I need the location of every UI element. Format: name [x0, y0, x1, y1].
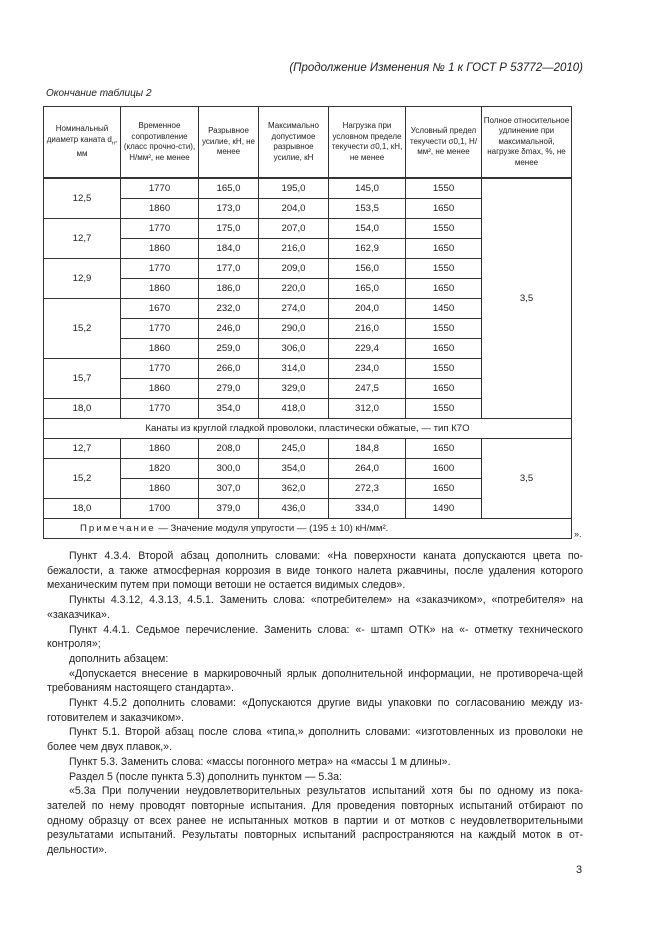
table-cell: 1550 [406, 178, 482, 199]
diameter-cell: 18,0 [44, 399, 121, 419]
table-cell: 216,0 [329, 319, 406, 339]
table-cell: 1770 [121, 219, 199, 239]
table-cell: 1650 [406, 479, 482, 499]
page-flow [0, 106, 661, 876]
table-cell: 300,0 [199, 459, 259, 479]
subscript: н [111, 140, 115, 147]
table-row [44, 178, 572, 199]
table-cell: 354,0 [259, 459, 329, 479]
table-cell: 175,0 [199, 219, 259, 239]
table-cell: 204,0 [329, 299, 406, 319]
table-cell: 1550 [406, 359, 482, 379]
table-cell: 436,0 [259, 499, 329, 519]
note-row [44, 519, 572, 539]
table-cell: 184,0 [199, 239, 259, 259]
table-cell: 216,0 [259, 239, 329, 259]
table-cell: 379,0 [199, 499, 259, 519]
table-cell: 209,0 [259, 259, 329, 279]
table-cell: 207,0 [259, 219, 329, 239]
table-cell: 1650 [406, 279, 482, 299]
table-cell: 247,5 [329, 379, 406, 399]
table-cell: 1650 [406, 199, 482, 219]
table-cell: 259,0 [199, 339, 259, 359]
header-row [44, 107, 572, 179]
table-cell: 1770 [121, 359, 199, 379]
table-cell: 290,0 [259, 319, 329, 339]
table-cell: 246,0 [199, 319, 259, 339]
table-cell: 165,0 [329, 279, 406, 299]
paragraph: Пункт 4.4.1. Седьмое перечисление. Заменить слова: «- штамп ОТК» на «- отметку технического контроля»; [47, 623, 583, 651]
table-wrapper [43, 106, 582, 539]
paragraph: Пункт 4.3.4. Второй абзац дополнить словами: «На поверхности каната допускаются цвета по-бежалости, а также атмосферная коррозия в виде тонкого налета ржавчины, после удаления которого механическим путем при помощи ветоши не остается видимых следов». [47, 550, 583, 592]
closing-quote: ». [574, 529, 582, 539]
column-header: Нагрузка при условном пределе текучести σ0,1, кН, не менее [329, 107, 406, 179]
running-header: (Продолжение Изменения № 1 к ГОСТ Р 53772—2010) [289, 62, 583, 74]
table-cell: 274,0 [259, 299, 329, 319]
table-cell: 329,0 [259, 379, 329, 399]
table-cell: 245,0 [259, 439, 329, 459]
page-number: 3 [576, 863, 583, 876]
note-label: Примечание [80, 523, 156, 534]
column-header: Номинальный диаметр каната $d_н$, мм [44, 107, 121, 179]
paragraph: Пункт 5.3. Заменить слова: «массы погонного метра» на «массы 1 м длины». [69, 755, 451, 768]
paragraph: Пункт 4.5.2 дополнить словами: «Допускаются другие виды упаковки по согласованию между из-готовителем и заказчиком». [47, 697, 583, 724]
table-cell: 306,0 [259, 339, 329, 359]
table-cell: 177,0 [199, 259, 259, 279]
paragraph: Пункт 5.1. Второй абзац после слова «типа,» дополнить словами: «изготовленных из проволоки не более чем двух плавок,». [47, 726, 583, 754]
table-cell: 195,0 [259, 178, 329, 199]
table-cell: 334,0 [329, 499, 406, 519]
paragraph: Пункты 4.3.12, 4.3.13, 4.5.1. Заменить слова: «потребителем» на «заказчиком», «потребителя» на «заказчика». [47, 594, 583, 621]
table-cell: 234,0 [329, 359, 406, 379]
table-cell: 232,0 [199, 299, 259, 319]
table-cell: 1550 [406, 259, 482, 279]
body-text [47, 549, 583, 858]
table-cell: 156,0 [329, 259, 406, 279]
table-cell: 314,0 [259, 359, 329, 379]
paragraph: дополнить абзацем: [69, 652, 169, 665]
table-cell: 1860 [121, 479, 199, 499]
table-cell: 418,0 [259, 399, 329, 419]
table-cell: 1770 [121, 399, 199, 419]
table-cell: 1650 [406, 439, 482, 459]
table-cell: 1770 [121, 259, 199, 279]
section-row [44, 419, 572, 439]
table-cell: 1770 [121, 178, 199, 199]
diameter-cell: 15,2 [44, 299, 121, 359]
table-cell: 264,0 [329, 459, 406, 479]
table-cell: 354,0 [199, 399, 259, 419]
paragraph: «Допускается внесение в маркировочный ярлык дополнительной информации, не противореча-щей требованиям настоящего стандарта». [47, 667, 583, 695]
table-cell: 1650 [406, 339, 482, 359]
table-cell: 362,0 [259, 479, 329, 499]
table-cell: 153,5 [329, 199, 406, 219]
table-cell: 1860 [121, 339, 199, 359]
data-table [43, 106, 572, 539]
table-cell: 220,0 [259, 279, 329, 299]
table-caption: Окончание таблицы 2 [46, 88, 152, 99]
table-note [44, 519, 572, 539]
paragraph: Раздел 5 (после пункта 5.3) дополнить пунктом — 5.3а: [69, 770, 342, 783]
table-cell: 266,0 [199, 359, 259, 379]
table-cell: 173,0 [199, 199, 259, 219]
elongation-cell: 3,5 [482, 439, 572, 519]
table-cell: 1550 [406, 399, 482, 419]
diameter-cell: 15,2 [44, 459, 121, 499]
note-text: — Значение модуля упругости — (195 ± 10) кН/мм². [155, 523, 389, 534]
table-cell: 1650 [406, 239, 482, 259]
table-cell: 1860 [121, 439, 199, 459]
table-cell: 145,0 [329, 178, 406, 199]
diameter-cell: 12,9 [44, 259, 121, 299]
diameter-cell: 12,7 [44, 439, 121, 459]
table-cell: 1550 [406, 319, 482, 339]
table-cell: 1820 [121, 459, 199, 479]
table-cell: 1860 [121, 279, 199, 299]
table-cell: 165,0 [199, 178, 259, 199]
table-cell: 279,0 [199, 379, 259, 399]
table-cell: 307,0 [199, 479, 259, 499]
table-cell: 1490 [406, 499, 482, 519]
unit-text: , мм [76, 134, 118, 159]
table-cell: 204,0 [259, 199, 329, 219]
table-cell: 1670 [121, 299, 199, 319]
table-cell: 312,0 [329, 399, 406, 419]
table-cell: 154,0 [329, 219, 406, 239]
table-cell: 1600 [406, 459, 482, 479]
column-header: Полное относительное удлинение при максимальной, нагрузке δmax, %, не менее [482, 107, 572, 179]
table-cell: 1650 [406, 379, 482, 399]
column-header: Разрывное усилие, кН, не менее [199, 107, 259, 179]
table-cell: 1860 [121, 239, 199, 259]
table-cell: 1550 [406, 219, 482, 239]
table-cell: 1860 [121, 379, 199, 399]
diameter-cell: 18,0 [44, 499, 121, 519]
diameter-cell: 15,7 [44, 359, 121, 399]
table-cell: 186,0 [199, 279, 259, 299]
table-cell: 1860 [121, 199, 199, 219]
section-title: Канаты из круглой гладкой проволоки, пластически обжатые, — тип К7О [44, 419, 572, 439]
diameter-cell: 12,5 [44, 178, 121, 219]
diameter-cell: 12,7 [44, 219, 121, 259]
column-header: Условный предел текучести σ0,1, Н/мм², не менее [406, 107, 482, 179]
table-cell: 1700 [121, 499, 199, 519]
table-cell: 1770 [121, 319, 199, 339]
column-header: Временное сопротивление (класс прочно-сти), Н/мм², не менее [121, 107, 199, 179]
table-cell: 229,4 [329, 339, 406, 359]
paragraph: «5.3а При получении неудовлетворительных результатов испытаний хотя бы по одному из пока-зателей по нему проводят повторные испытания. Для проведения повторных испытаний отбирают по одному образцу от всех ранее не испытанных мотков в партии и от мотков с неудовлетворительными результатами испытаний. Результаты повторных испытаний распространяются на каждый моток в от-дельности». [47, 785, 583, 857]
table-cell: 272,3 [329, 479, 406, 499]
table-row [44, 439, 572, 459]
column-header: Максимально допустимое разрывное усилие, кН [259, 107, 329, 179]
table-cell: 184,8 [329, 439, 406, 459]
table-cell: 1450 [406, 299, 482, 319]
elongation-cell: 3,5 [482, 178, 572, 419]
table-cell: 208,0 [199, 439, 259, 459]
table-cell: 162,9 [329, 239, 406, 259]
